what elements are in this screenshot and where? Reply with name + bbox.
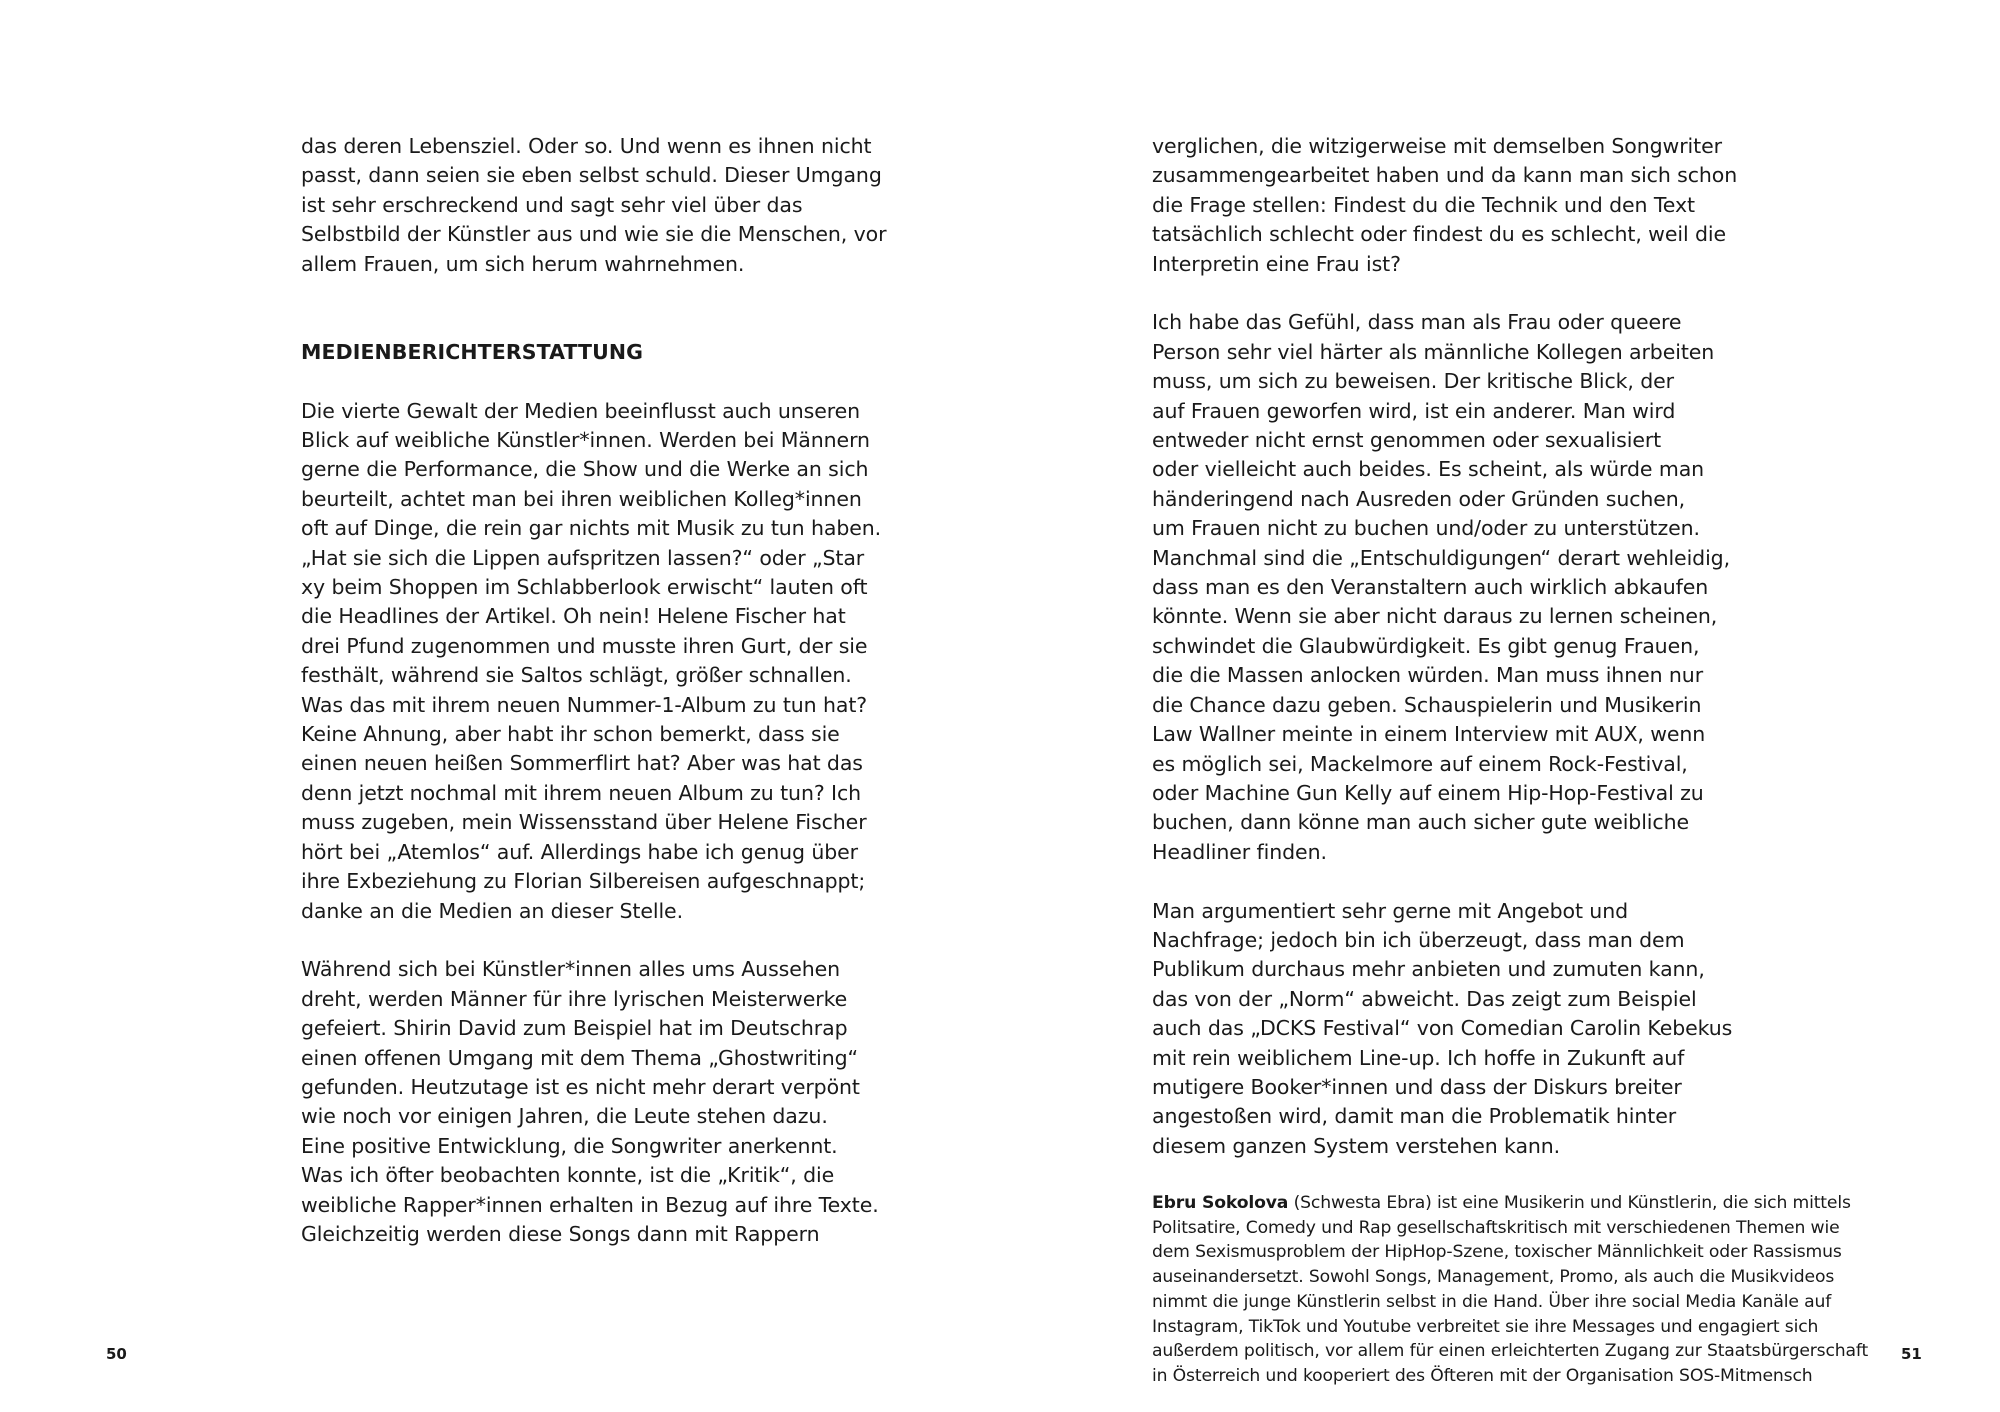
bio-line: nimmt die junge Künstlerin selbst in die Hand. Über ihre social Media Kanäle auf (1152, 1291, 1832, 1312)
text-line: Gleichzeitig werden diese Songs dann mit Rappern (301, 1221, 820, 1246)
text-line: gefunden. Heutzutage ist es nicht mehr derart verpönt (301, 1074, 860, 1099)
text-line: schwindet die Glaubwürdigkeit. Es gibt genug Frauen, (1152, 633, 1700, 658)
text-line: um Frauen nicht zu buchen und/oder zu unterstützen. (1152, 516, 1700, 541)
text-line: weibliche Rapper*innen erhalten in Bezug auf ihre Texte. (301, 1192, 879, 1217)
paragraph-comparison (1152, 132, 1738, 279)
right-page-column (1152, 132, 1738, 1161)
text-line: es möglich sei, Mackelmore auf einem Rock-Festival, (1152, 751, 1688, 776)
text-line: Manchmal sind die „Entschuldigungen“ derart wehleidig, (1152, 545, 1730, 570)
author-name: Ebru Sokolova (1152, 1193, 1289, 1213)
text-line: auf Frauen geworfen wird, ist ein anderer. Man wird (1152, 398, 1676, 423)
text-line: „Hat sie sich die Lippen aufspritzen lassen?“ oder „Star (301, 545, 865, 570)
text-line: Was ich öfter beobachten konnte, ist die „Kritik“, die (301, 1163, 835, 1188)
text-line: das deren Lebensziel. Oder so. Und wenn es ihnen nicht (301, 134, 872, 158)
text-line: Keine Ahnung, aber habt ihr schon bemerkt, dass sie (301, 722, 840, 747)
intro-paragraph (301, 132, 887, 279)
text-line: könnte. Wenn sie aber nicht daraus zu lernen scheinen, (1152, 604, 1718, 629)
text-line: Während sich bei Künstler*innen alles ums Aussehen (301, 957, 841, 982)
text-line: Ich habe das Gefühl, dass man als Frau oder queere (1152, 310, 1682, 335)
text-line: mit rein weiblichem Line-up. Ich hoffe in Zukunft auf (1152, 1045, 1685, 1070)
bio-line: in Österreich und kooperiert des Öfteren mit der Organisation SOS-Mitmensch (1152, 1365, 1813, 1386)
text-line: denn jetzt nochmal mit ihrem neuen Album zu tun? Ich (301, 780, 862, 805)
text-line: die die Massen anlocken würden. Man muss ihnen nur (1152, 663, 1704, 688)
text-line: gerne die Performance, die Show und die Werke an sich (301, 457, 869, 482)
text-line: Was das mit ihrem neuen Nummer-1-Album zu tun hat? (301, 692, 868, 717)
paragraph-media (301, 397, 881, 926)
text-line: die Frage stellen: Findest du die Technik und den Text (1152, 192, 1695, 217)
text-line: dass man es den Veranstaltern auch wirklich abkaufen (1152, 575, 1709, 600)
bio-line: dem Sexismusproblem der HipHop-Szene, toxischer Männlichkeit oder Rassismus (1152, 1242, 1842, 1263)
text-line: mutigere Booker*innen und dass der Diskurs breiter (1152, 1074, 1682, 1099)
paragraph-feeling (1152, 308, 1732, 867)
bio-line: Instagram, TikTok und Youtube verbreitet sie ihre Messages und engagiert sich (1152, 1316, 1819, 1337)
text-line: oft auf Dinge, die rein gar nichts mit Musik zu tun haben. (301, 516, 882, 541)
text-line: entweder nicht ernst genommen oder sexualisiert (1152, 428, 1662, 453)
text-line: einen neuen heißen Sommerflirt hat? Aber was hat das (301, 751, 863, 776)
text-line: drei Pfund zugenommen und musste ihren Gurt, der sie (301, 633, 868, 658)
text-line: Eine positive Entwicklung, die Songwriter anerkennt. (301, 1133, 838, 1158)
text-line: Publikum durchaus mehr anbieten und zumuten kann, (1152, 957, 1705, 982)
text-line: ist sehr erschreckend und sagt sehr viel über das (301, 192, 803, 217)
bio-first-line-text: (Schwesta Ebra) ist eine Musikerin und Künstlerin, die sich mittels (1288, 1193, 1851, 1213)
page-number-right: 51 (1901, 1345, 1922, 1363)
text-line: buchen, dann könne man auch sicher gute weibliche (1152, 810, 1689, 835)
text-line: oder Machine Gun Kelly auf einem Hip-Hop-Festival zu (1152, 780, 1704, 805)
text-line: diesem ganzen System verstehen kann. (1152, 1133, 1561, 1158)
bio-line: auseinandersetzt. Sowohl Songs, Management, Promo, als auch die Musikvideos (1152, 1267, 1835, 1288)
text-line: passt, dann seien sie eben selbst schuld. Dieser Umgang (301, 163, 882, 188)
text-line: hört bei „Atemlos“ auf. Allerdings habe ich genug über (301, 839, 858, 864)
text-line: beurteilt, achtet man bei ihren weiblichen Kolleg*innen (301, 486, 862, 511)
text-line: zusammengearbeitet haben und da kann man sich schon (1152, 163, 1738, 188)
text-line: das von der „Norm“ abweicht. Das zeigt zum Beispiel (1152, 986, 1697, 1011)
text-line: Person sehr viel härter als männliche Kollegen arbeiten (1152, 339, 1715, 364)
page-number-left: 50 (106, 1345, 127, 1363)
bio-line: außerdem politisch, vor allem für einen erleichterten Zugang zur Staatsbürgerschaft (1152, 1341, 1869, 1362)
author-bio (1152, 1191, 1912, 1389)
section-heading: MEDIENBERICHTERSTATTUNG (301, 339, 644, 364)
text-line: dreht, werden Männer für ihre lyrischen Meisterwerke (301, 986, 848, 1011)
text-line: muss, um sich zu beweisen. Der kritische Blick, der (1152, 369, 1675, 394)
text-line: verglichen, die witzigerweise mit demselben Songwriter (1152, 134, 1722, 158)
text-line: Selbstbild der Künstler aus und wie sie die Menschen, vor (301, 222, 887, 247)
text-line: tatsächlich schlecht oder findest du es schlecht, weil die (1152, 222, 1726, 247)
text-line: wie noch vor einigen Jahren, die Leute stehen dazu. (301, 1104, 828, 1129)
text-line: Interpretin eine Frau ist? (1152, 251, 1401, 276)
text-line: Die vierte Gewalt der Medien beeinflusst auch unseren (301, 398, 861, 423)
text-line: ihre Exbeziehung zu Florian Silbereisen aufgeschnappt; (301, 869, 866, 894)
text-line: xy beim Shoppen im Schlabberlook erwischt“ lauten oft (301, 575, 868, 600)
text-line: die Chance dazu geben. Schauspielerin und Musikerin (1152, 692, 1702, 717)
paragraph-supply-demand (1152, 897, 1732, 1162)
text-line: allem Frauen, um sich herum wahrnehmen. (301, 251, 745, 276)
text-line: Law Wallner meinte in einem Interview mit AUX, wenn (1152, 722, 1706, 747)
text-line: festhält, während sie Saltos schlägt, größer schnallen. (301, 663, 852, 688)
text-line: händeringend nach Ausreden oder Gründen suchen, (1152, 486, 1686, 511)
bio-line (1152, 1191, 1912, 1216)
text-line: oder vielleicht auch beides. Es scheint, als würde man (1152, 457, 1705, 482)
paragraph-ghostwriting (301, 955, 881, 1249)
text-line: angestoßen wird, damit man die Problematik hinter (1152, 1104, 1677, 1129)
text-line: Man argumentiert sehr gerne mit Angebot und (1152, 898, 1629, 923)
text-line: die Headlines der Artikel. Oh nein! Helene Fischer hat (301, 604, 846, 629)
text-line: auch das „DCKS Festival“ von Comedian Carolin Kebekus (1152, 1016, 1733, 1041)
text-line: danke an die Medien an dieser Stelle. (301, 898, 683, 923)
text-line: Headliner finden. (1152, 839, 1327, 864)
text-line: Blick auf weibliche Künstler*innen. Werden bei Männern (301, 428, 870, 453)
text-line: muss zugeben, mein Wissensstand über Helene Fischer (301, 810, 867, 835)
bio-line: Politsatire, Comedy und Rap gesellschaftskritisch mit verschiedenen Themen wie (1152, 1217, 1840, 1238)
text-line: gefeiert. Shirin David zum Beispiel hat im Deutschrap (301, 1016, 848, 1041)
text-line: Nachfrage; jedoch bin ich überzeugt, dass man dem (1152, 927, 1685, 952)
text-line: einen offenen Umgang mit dem Thema „Ghostwriting“ (301, 1045, 859, 1070)
left-page-column (301, 132, 887, 1249)
